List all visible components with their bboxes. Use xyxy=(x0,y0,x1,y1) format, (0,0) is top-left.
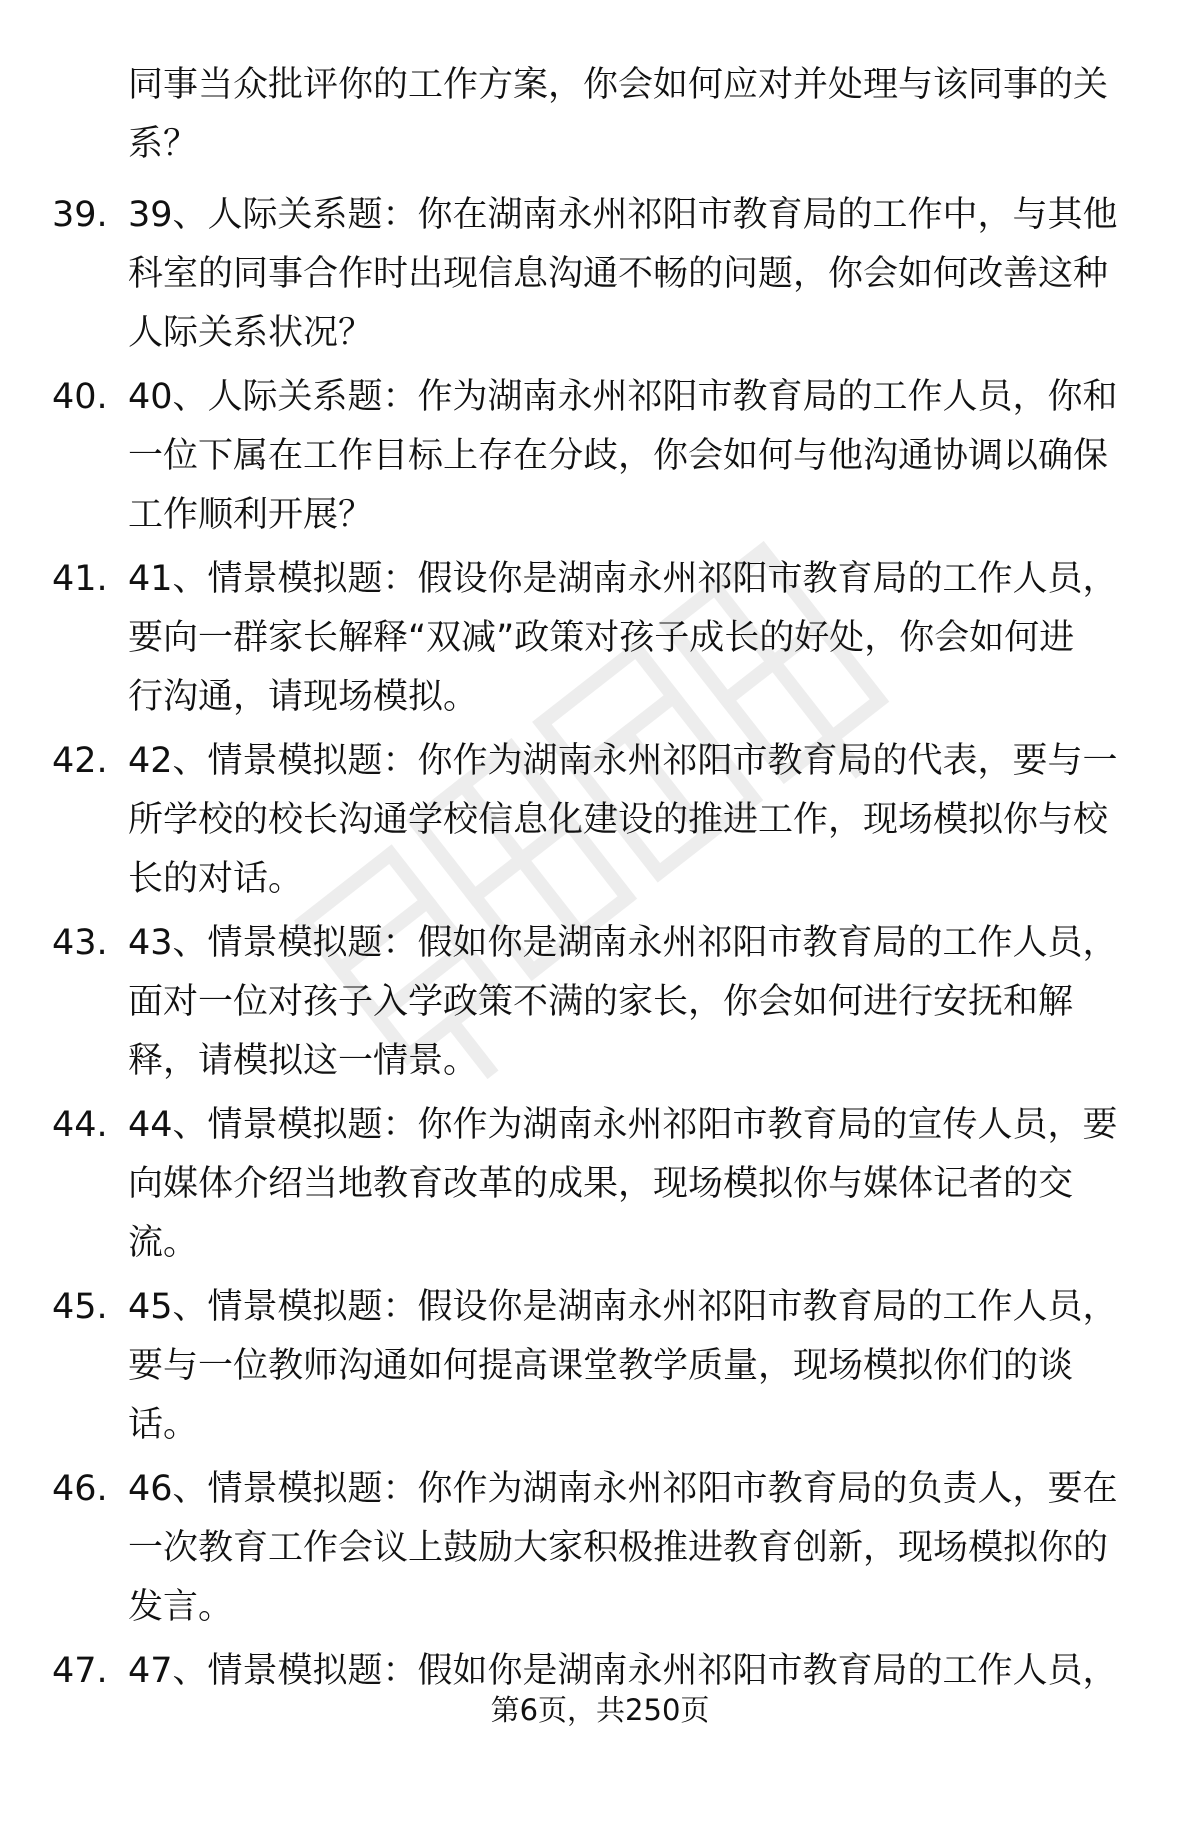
list-item xyxy=(0,186,1200,353)
question-text: 43、情景模拟题：假如你是湖南永州祁阳市教育局的工作人员， 面对一位对孩子入学政策不满的家长，你会如何进行安抚和解 释，请模拟这一情景。 xyxy=(128,923,1118,1081)
list-item xyxy=(0,732,1200,899)
list-item xyxy=(0,550,1200,717)
question-number: 41. xyxy=(52,559,108,599)
question-number: 42. xyxy=(52,741,108,781)
question-text: 45、情景模拟题：假设你是湖南永州祁阳市教育局的工作人员， 要与一位教师沟通如何提高课堂教学质量，现场模拟你们的谈 话。 xyxy=(128,1287,1118,1445)
continuation-paragraph: 同事当众批评你的工作方案，你会如何应对并处理与该同事的关 系？ xyxy=(128,65,1109,164)
question-text: 41、情景模拟题：假设你是湖南永州祁阳市教育局的工作人员， 要向一群家长解释“双减”政策对孩子成长的好处，你会如何进 行沟通，请现场模拟。 xyxy=(128,559,1118,717)
question-number: 43. xyxy=(52,923,108,963)
question-number: 47. xyxy=(52,1651,108,1691)
question-text: 44、情景模拟题：你作为湖南永州祁阳市教育局的宣传人员，要 向媒体介绍当地教育改革的成果，现场模拟你与媒体记者的交 流。 xyxy=(128,1105,1118,1263)
question-text: 39、人际关系题：你在湖南永州祁阳市教育局的工作中，与其他 科室的同事合作时出现信息沟通不畅的问题，你会如何改善这种 人际关系状况？ xyxy=(128,195,1118,353)
list-item xyxy=(0,1096,1200,1263)
question-text: 40、人际关系题：作为湖南永州祁阳市教育局的工作人员，你和 一位下属在工作目标上存在分歧，你会如何与他沟通协调以确保 工作顺利开展？ xyxy=(128,377,1118,535)
question-number: 46. xyxy=(52,1469,108,1509)
question-number: 45. xyxy=(52,1287,108,1327)
list-item xyxy=(0,914,1200,1081)
question-list xyxy=(0,186,1200,1824)
list-item xyxy=(0,1460,1200,1627)
question-number: 40. xyxy=(52,377,108,417)
list-item xyxy=(0,368,1200,535)
question-number: 39. xyxy=(52,195,108,235)
question-text: 47、情景模拟题：假如你是湖南永州祁阳市教育局的工作人员， xyxy=(128,1651,1118,1691)
question-text: 46、情景模拟题：你作为湖南永州祁阳市教育局的负责人，要在 一次教育工作会议上鼓励大家积极推进教育创新，现场模拟你的 发言。 xyxy=(128,1469,1118,1627)
page-footer: 第6页，共250页 xyxy=(490,1693,710,1727)
list-item xyxy=(0,1278,1200,1445)
question-number: 44. xyxy=(52,1105,108,1145)
question-text: 42、情景模拟题：你作为湖南永州祁阳市教育局的代表，要与一 所学校的校长沟通学校信息化建设的推进工作，现场模拟你与校 长的对话。 xyxy=(128,741,1118,899)
